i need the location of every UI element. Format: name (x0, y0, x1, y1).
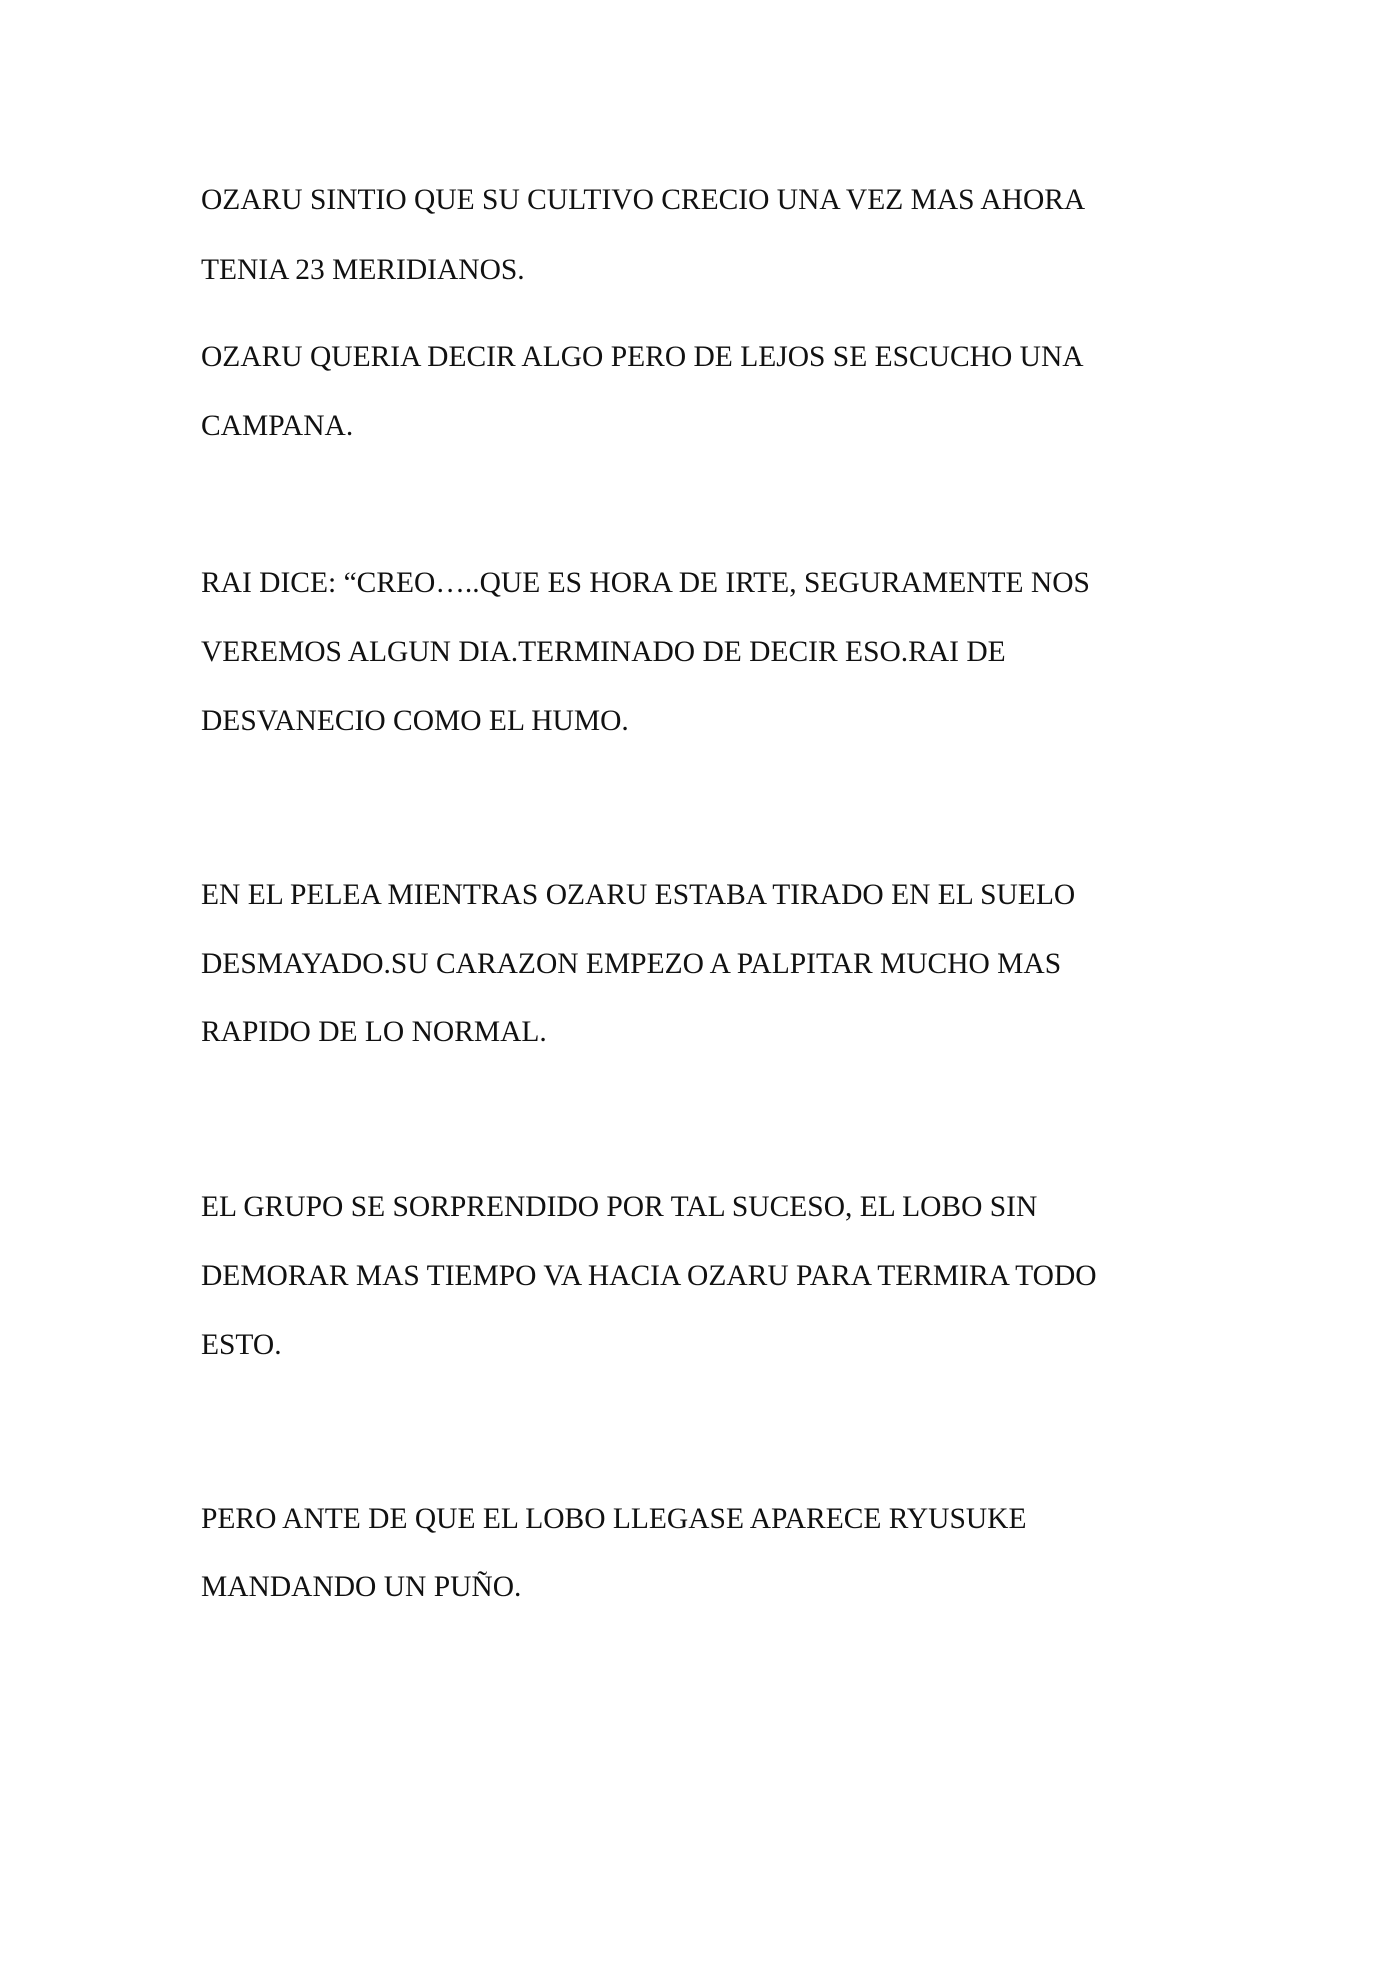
text-line: PERO ANTE DE QUE EL LOBO LLEGASE APARECE RYUSUKE (201, 1503, 1027, 1535)
text-line: CAMPANA. (201, 410, 354, 442)
text-line: RAPIDO DE LO NORMAL. (201, 1016, 547, 1048)
text-line: ESTO. (201, 1329, 282, 1361)
text-line: OZARU SINTIO QUE SU CULTIVO CRECIO UNA VEZ MAS AHORA (201, 184, 1086, 216)
text-line: DESVANECIO COMO EL HUMO. (201, 705, 629, 737)
text-line: RAI DICE: “CREO…..QUE ES HORA DE IRTE, SEGURAMENTE NOS (201, 567, 1090, 599)
text-line: TENIA 23 MERIDIANOS. (201, 254, 525, 286)
text-line: EN EL PELEA MIENTRAS OZARU ESTABA TIRADO EN EL SUELO (201, 879, 1076, 911)
text-line: DEMORAR MAS TIEMPO VA HACIA OZARU PARA TERMIRA TODO (201, 1260, 1097, 1292)
text-line: VEREMOS ALGUN DIA.TERMINADO DE DECIR ESO.RAI DE (201, 636, 1006, 668)
text-line: EL GRUPO SE SORPRENDIDO POR TAL SUCESO, EL LOBO SIN (201, 1191, 1038, 1223)
text-line: MANDANDO UN PUÑO. (201, 1571, 522, 1603)
text-line: DESMAYADO.SU CARAZON EMPEZO A PALPITAR MUCHO MAS (201, 948, 1062, 980)
text-line: OZARU QUERIA DECIR ALGO PERO DE LEJOS SE ESCUCHO UNA (201, 341, 1084, 373)
